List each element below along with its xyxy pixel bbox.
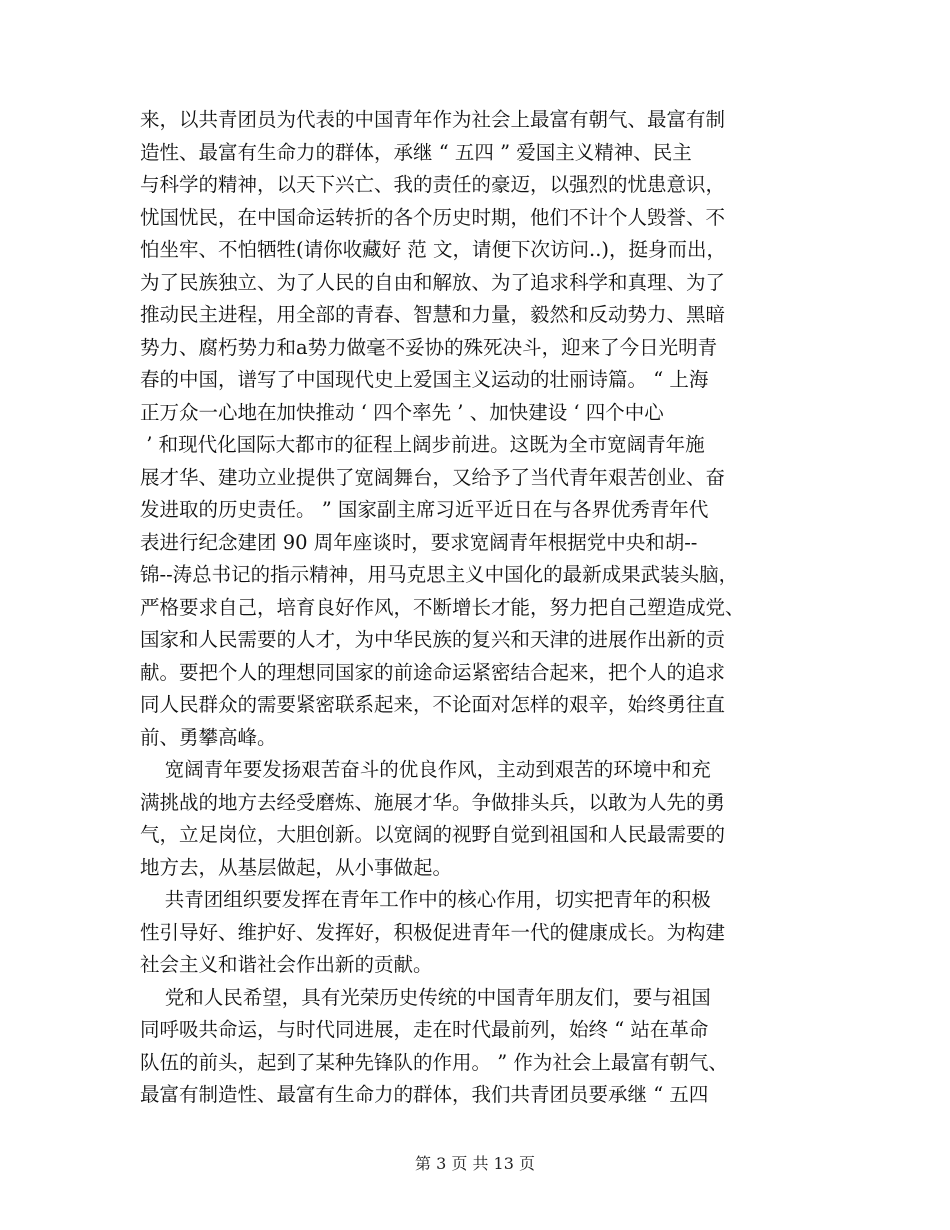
text-line: 推动民主进程，用全部的青春、智慧和力量，毅然和反动势力、黑暗 xyxy=(140,303,726,326)
text-line: 党和人民希望，具有光荣历史传统的中国青年朋友们，要与祖国 xyxy=(140,985,711,1009)
text-line: 同呼吸共命运，与时代同进展，走在时代最前列，始终 “ 站在革命 xyxy=(140,1018,709,1041)
text-line: 展才华、建功立业提供了宽阔舞台，又给予了当代青年艰苦创业、奋 xyxy=(140,465,726,489)
text-line: 性引导好、维护好、发挥好，积极促进青年一代的健康成长。为构建 xyxy=(140,920,726,944)
text-line: 共青团组织要发挥在青年工作中的核心作用，切实把青年的积极 xyxy=(140,888,711,911)
page-body xyxy=(140,104,820,1112)
text-line: 气，立足岗位，大胆创新。以宽阔的视野自觉到祖国和人民最需要的 xyxy=(140,823,726,846)
text-line: 满挑战的地方去经受磨炼、施展才华。争做排头兵，以敢为人先的勇 xyxy=(140,790,726,814)
page-footer: 第 3 页 共 13 页 xyxy=(415,1154,535,1173)
text-line: 忧国忧民，在中国命运转折的各个历史时期，他们不计个人毁誉、不 xyxy=(140,205,726,229)
text-line: 正万众一心地在加快推动 ‘ 四个率先 ’ 、加快建设 ‘ 四个中心 xyxy=(140,400,664,424)
text-line: 献。要把个人的理想同国家的前途命运紧密结合起来，把个人的追求 xyxy=(140,660,726,684)
text-line: 与科学的精神，以天下兴亡、我的责任的豪迈，以强烈的忧患意识， xyxy=(140,173,726,196)
text-line: 为了民族独立、为了人民的自由和解放、为了追求科学和真理、为了 xyxy=(140,270,726,294)
text-line: 来，以共青团员为代表的中国青年作为社会上最富有朝气、最富有制 xyxy=(140,108,726,131)
text-line: 前、勇攀高峰。 xyxy=(140,725,277,749)
text-line: 锦--涛总书记的指示精神，用马克思主义中国化的最新成果武装头脑， xyxy=(140,563,739,586)
text-line: 严格要求自己，培育良好作风，不断增长才能，努力把自己塑造成党、 xyxy=(140,595,745,619)
text-line: 造性、最富有生命力的群体，承继 “ 五四 ” 爱国主义精神、民主 xyxy=(140,140,692,164)
text-line: 势力、腐朽势力和a势力做毫不妥协的殊死决斗，迎来了今日光明青 xyxy=(140,335,718,359)
text-line: 国家和人民需要的人才，为中华民族的复兴和天津的进展作出新的贡 xyxy=(140,628,726,651)
text-line: 春的中国，谱写了中国现代史上爱国主义运动的壮丽诗篇。 “ 上海 xyxy=(140,368,709,391)
text-line: ’ 和现代化国际大都市的征程上阔步前进。这既为全市宽阔青年施 xyxy=(140,433,705,456)
text-line: 表进行纪念建团 90 周年座谈时，要求宽阔青年根据党中央和胡-- xyxy=(140,530,698,554)
text-line: 发进取的历史责任。 ” 国家副主席习近平近日在与各界优秀青年代 xyxy=(140,498,709,521)
text-line: 宽阔青年要发扬艰苦奋斗的优良作风，主动到艰苦的环境中和充 xyxy=(140,758,711,781)
text-line: 怕坐牢、不怕牺牲(请你收藏好 范 文，请便下次访问..)，挺身而出， xyxy=(140,238,727,261)
text-line: 同人民群众的需要紧密联系起来，不论面对怎样的艰辛，始终勇往直 xyxy=(140,693,726,716)
text-line: 最富有制造性、最富有生命力的群体，我们共青团员要承继 “ 五四 xyxy=(140,1083,709,1106)
text-line: 社会主义和谐社会作出新的贡献。 xyxy=(140,953,433,976)
text-line: 地方去，从基层做起，从小事做起。 xyxy=(140,855,453,879)
text-line: 队伍的前头，起到了某种先锋队的作用。 ” 作为社会上最富有朝气、 xyxy=(140,1050,728,1074)
